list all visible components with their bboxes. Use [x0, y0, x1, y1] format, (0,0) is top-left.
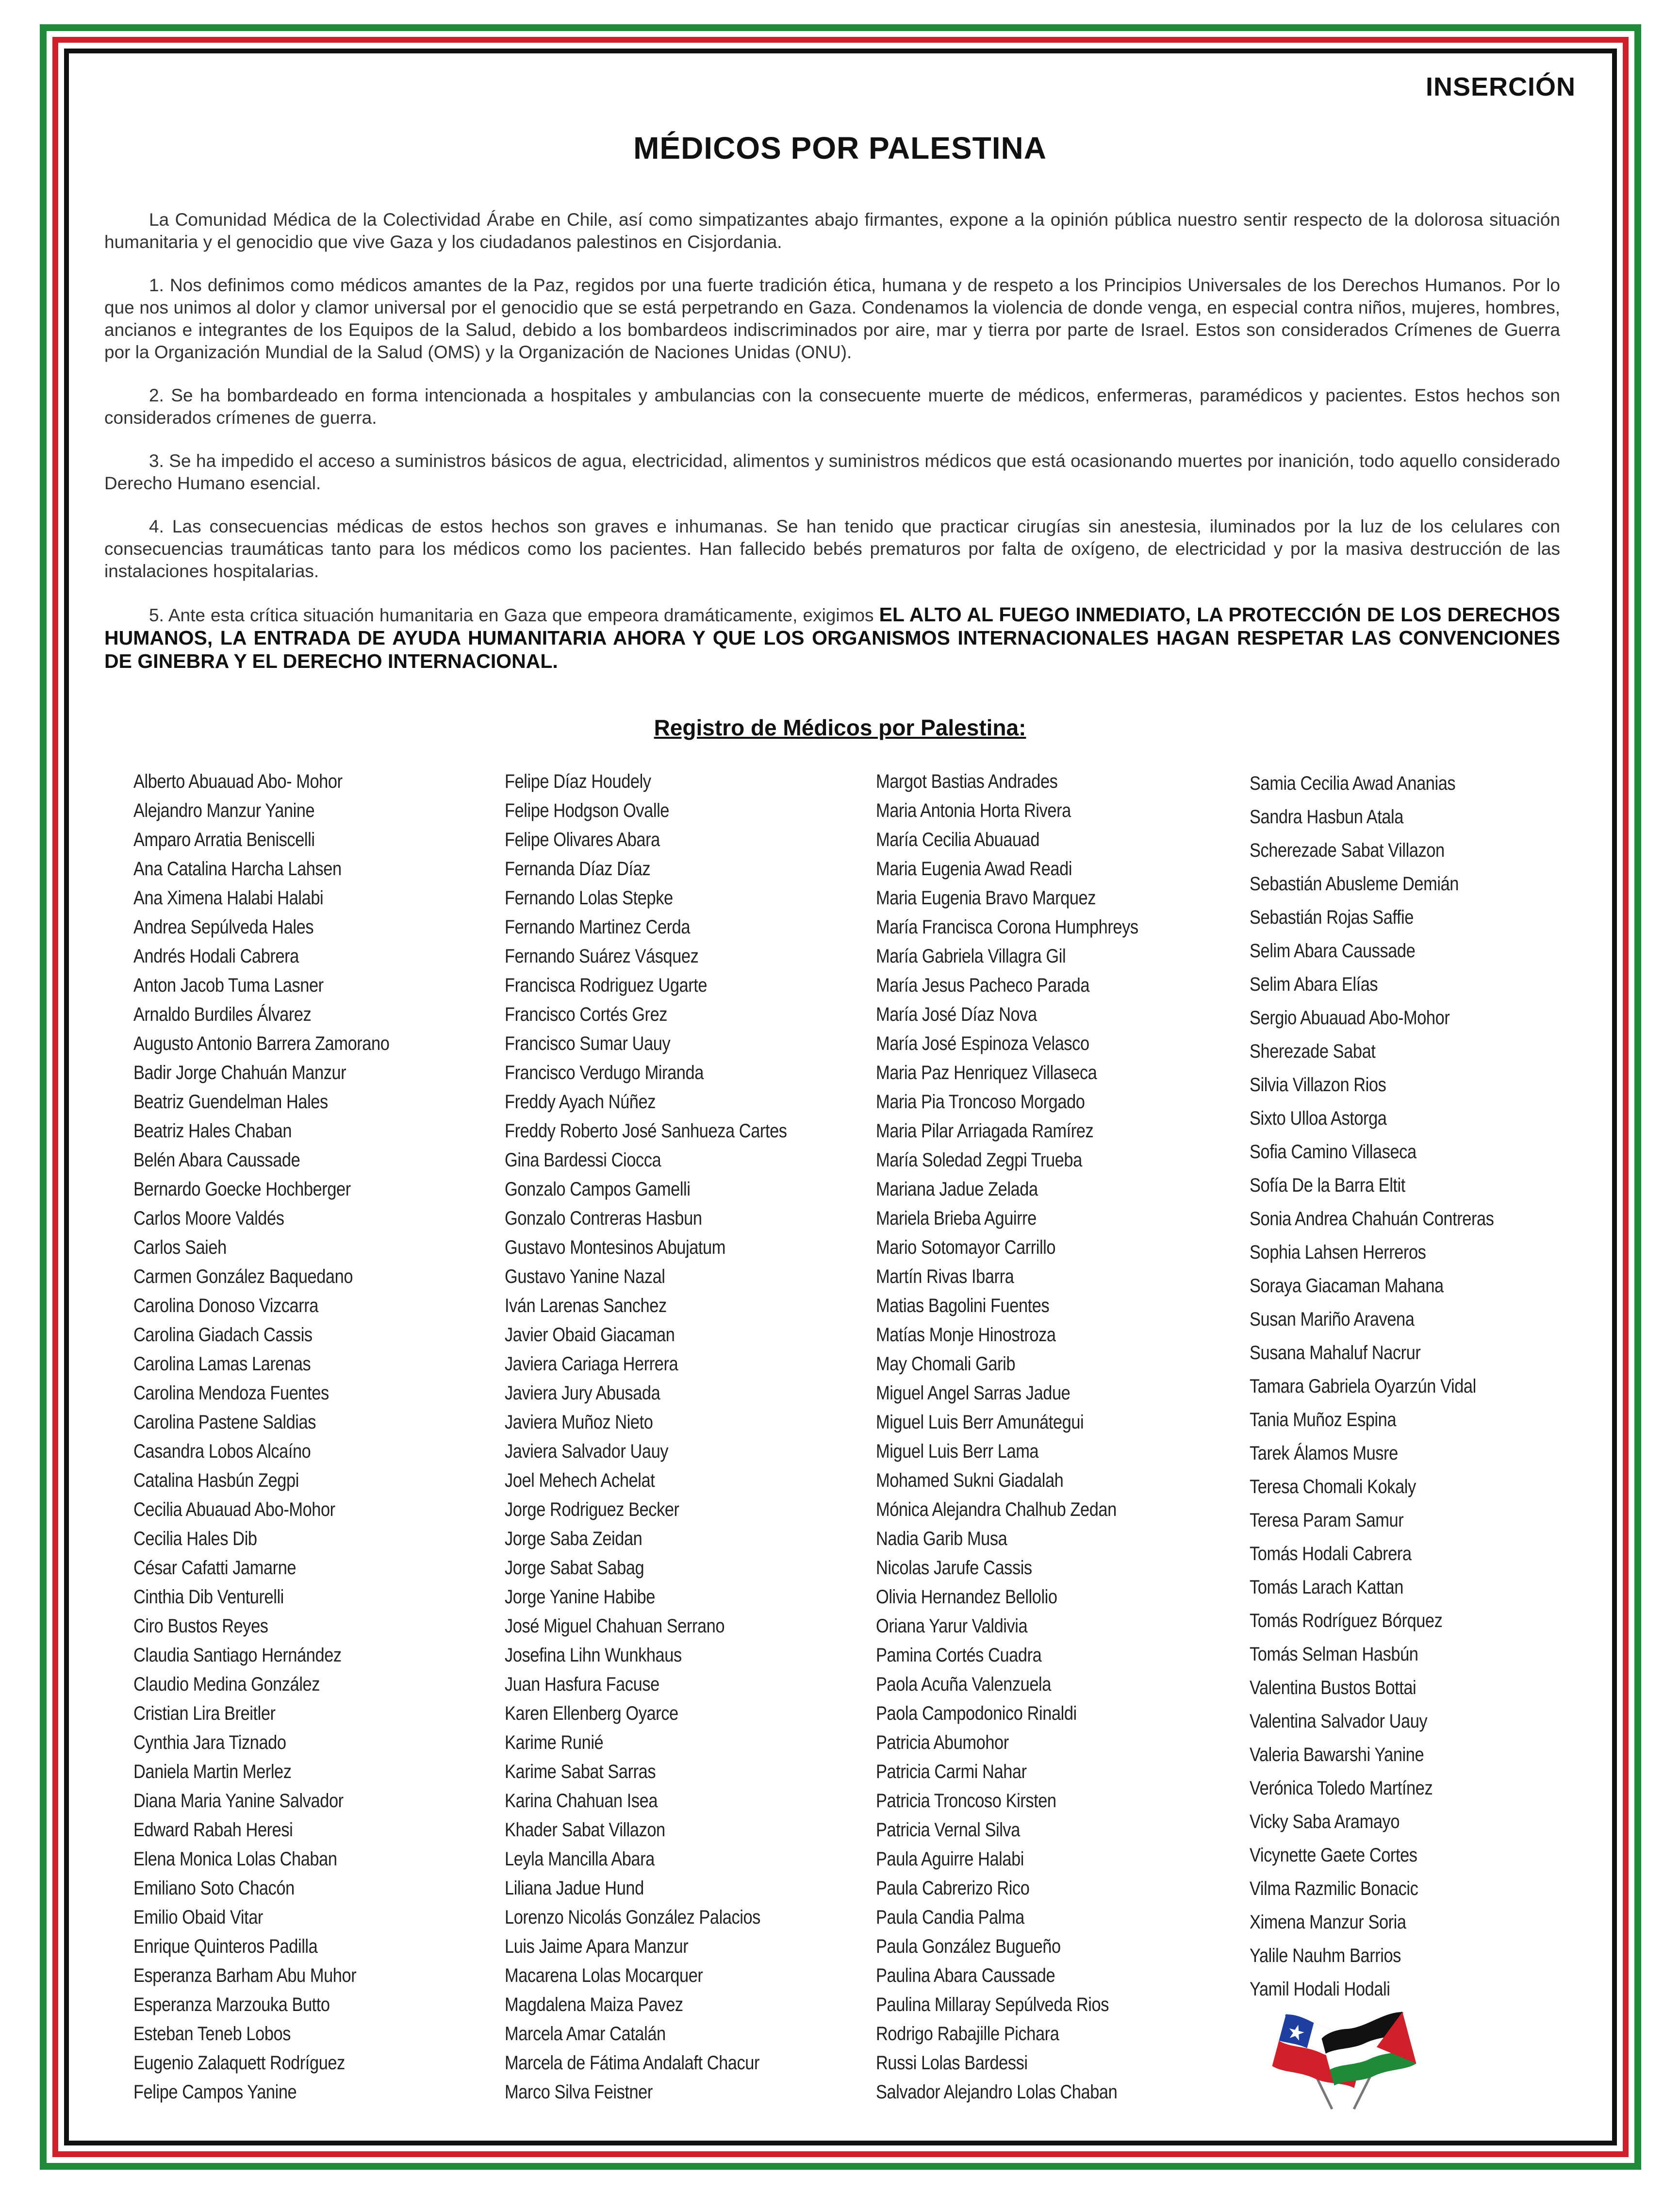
physician-name: Francisca Rodriguez Ugarte: [505, 975, 708, 996]
physician-name: José Miguel Chahuan Serrano: [505, 1615, 725, 1637]
physician-name: Patricia Abumohor: [876, 1732, 1009, 1753]
physician-name: María Francisca Corona Humphreys: [876, 916, 1138, 938]
physician-name: Sofia Camino Villaseca: [1250, 1141, 1416, 1163]
physician-name: Soraya Giacaman Mahana: [1250, 1275, 1444, 1296]
physician-name: Felipe Díaz Houdely: [505, 771, 651, 792]
physician-name: Salvador Alejandro Lolas Chaban: [876, 2081, 1118, 2103]
physician-name: Tomás Rodríguez Bórquez: [1250, 1610, 1443, 1631]
physician-name: Javiera Cariaga Herrera: [505, 1353, 678, 1375]
physician-name: Maria Eugenia Awad Readi: [876, 858, 1072, 880]
physician-name: Javier Obaid Giacaman: [505, 1324, 675, 1346]
physician-name: Esperanza Barham Abu Muhor: [133, 1965, 357, 1986]
physician-name: Maria Eugenia Bravo Marquez: [876, 887, 1096, 909]
statement-body: [104, 209, 1560, 694]
physician-name: Francisco Verdugo Miranda: [505, 1062, 704, 1083]
physician-name: Elena Monica Lolas Chaban: [133, 1848, 337, 1870]
physician-name: Gonzalo Campos Gamelli: [505, 1179, 691, 1200]
physician-name: Carlos Moore Valdés: [133, 1208, 284, 1229]
physician-name: Badir Jorge Chahuán Manzur: [133, 1062, 346, 1083]
physician-name: Javiera Salvador Uauy: [505, 1441, 669, 1462]
physician-name: Carolina Pastene Saldias: [133, 1412, 316, 1433]
physician-name: Tomás Hodali Cabrera: [1250, 1543, 1412, 1564]
physician-name: Sandra Hasbun Atala: [1250, 806, 1403, 828]
physician-name: Vicky Saba Aramayo: [1250, 1811, 1400, 1832]
physician-name: Paulina Abara Caussade: [876, 1965, 1055, 1986]
physician-name: Russi Lolas Bardessi: [876, 2052, 1028, 2074]
physician-name: Liliana Jadue Hund: [505, 1878, 644, 1899]
physician-name: Bernardo Goecke Hochberger: [133, 1179, 351, 1200]
physician-name: Karina Chahuan Isea: [505, 1790, 658, 1812]
physician-name: Augusto Antonio Barrera Zamorano: [133, 1033, 390, 1054]
physician-name: Ximena Manzur Soria: [1250, 1911, 1406, 1933]
physician-name: Maria Paz Henriquez Villaseca: [876, 1062, 1097, 1083]
physician-name: Martín Rivas Ibarra: [876, 1266, 1014, 1287]
physician-name: Patricia Troncoso Kirsten: [876, 1790, 1056, 1812]
physician-name: Sebastián Abusleme Demián: [1250, 873, 1459, 895]
physician-name: Tarek Álamos Musre: [1250, 1443, 1398, 1464]
physician-name: Francisco Sumar Uauy: [505, 1033, 671, 1054]
physician-name: Felipe Campos Yanine: [133, 2081, 297, 2103]
physician-name: Ana Catalina Harcha Lahsen: [133, 858, 342, 880]
physician-name: Marco Silva Feistner: [505, 2081, 653, 2103]
physician-name: Karime Sabat Sarras: [505, 1761, 656, 1782]
physician-name: Mariana Jadue Zelada: [876, 1179, 1038, 1200]
physician-name: Paola Campodonico Rinaldi: [876, 1703, 1077, 1724]
physician-name: Catalina Hasbún Zegpi: [133, 1470, 299, 1491]
physician-name: Teresa Chomali Kokaly: [1250, 1476, 1416, 1497]
physician-name: Pamina Cortés Cuadra: [876, 1645, 1042, 1666]
physician-name: Valentina Salvador Uauy: [1250, 1711, 1428, 1732]
physician-name: Sebastián Rojas Saffie: [1250, 907, 1414, 928]
physician-name: Yamil Hodali Hodali: [1250, 1978, 1390, 2000]
physician-name: Maria Pilar Arriagada Ramírez: [876, 1120, 1094, 1142]
physician-name: Jorge Sabat Sabag: [505, 1557, 644, 1579]
names-column-3: [876, 767, 1181, 2107]
physician-name: Mohamed Sukni Giadalah: [876, 1470, 1064, 1491]
physician-name: Francisco Cortés Grez: [505, 1004, 668, 1025]
physician-name: Verónica Toledo Martínez: [1250, 1778, 1433, 1799]
physician-name: May Chomali Garib: [876, 1353, 1016, 1375]
physician-name: Karime Runié: [505, 1732, 604, 1753]
physician-name: Rodrigo Rabajille Pichara: [876, 2023, 1059, 2044]
physician-name: Esperanza Marzouka Butto: [133, 1994, 330, 2015]
physician-name: Cynthia Jara Tiznado: [133, 1732, 286, 1753]
physician-name: Alberto Abuauad Abo- Mohor: [133, 771, 343, 792]
physician-name: María Cecilia Abuauad: [876, 829, 1040, 850]
physician-name: César Cafatti Jamarne: [133, 1557, 296, 1579]
physician-name: Oriana Yarur Valdivia: [876, 1615, 1028, 1637]
physician-name: Gustavo Yanine Nazal: [505, 1266, 665, 1287]
physician-name: Jorge Saba Zeidan: [505, 1528, 642, 1549]
physician-name: Paula González Bugueño: [876, 1936, 1061, 1957]
physician-name: Fernanda Díaz Díaz: [505, 858, 651, 880]
physician-name: Jorge Rodriguez Becker: [505, 1499, 679, 1520]
physician-name: Valeria Bawarshi Yanine: [1250, 1744, 1424, 1765]
physician-name: Cecilia Abuauad Abo-Mohor: [133, 1499, 335, 1520]
page-title: MÉDICOS POR PALESTINA: [633, 131, 1047, 166]
physician-name: Sofía De la Barra Eltit: [1250, 1175, 1405, 1196]
physician-name: Anton Jacob Tuma Lasner: [133, 975, 324, 996]
physician-name: Paula Aguirre Halabi: [876, 1848, 1024, 1870]
physician-name: Marcela Amar Catalán: [505, 2023, 666, 2044]
physician-name: Nicolas Jarufe Cassis: [876, 1557, 1032, 1579]
physician-name: Vicynette Gaete Cortes: [1250, 1845, 1417, 1866]
physician-name: María Jesus Pacheco Parada: [876, 975, 1090, 996]
physician-name: Beatriz Guendelman Hales: [133, 1091, 328, 1113]
physician-name: Felipe Olivares Abara: [505, 829, 660, 850]
physician-name: Tomás Larach Kattan: [1250, 1577, 1403, 1598]
physician-name: Claudio Medina González: [133, 1674, 320, 1695]
physician-name: Javiera Muñoz Nieto: [505, 1412, 653, 1433]
physician-name: Javiera Jury Abusada: [505, 1382, 660, 1404]
physician-name: Miguel Luis Berr Lama: [876, 1441, 1039, 1462]
paragraph-5-demands: EL ALTO AL FUEGO INMEDIATO, LA PROTECCIÓN DE LOS DERECHOS HUMANOS, LA ENTRADA DE AYUDA HUMANITARIA AHORA Y QUE LOS ORGANISMOS INTERNACIONALES HAGAN RESPETAR LAS CONVENCIONES DE GINEBRA Y EL DERECHO INTERNACIONAL.: [104, 603, 1560, 672]
paragraph-5-lead: 5. Ante esta crítica situación humanitaria en Gaza que empeora dramáticamente, exigimos: [149, 605, 879, 625]
physician-name: Sherezade Sabat: [1250, 1041, 1376, 1062]
physician-name: Gina Bardessi Ciocca: [505, 1149, 661, 1171]
physician-name: Fernando Lolas Stepke: [505, 887, 673, 909]
physician-name: Miguel Angel Sarras Jadue: [876, 1382, 1071, 1404]
physician-name: Selim Abara Caussade: [1250, 940, 1416, 962]
physician-name: Valentina Bustos Bottai: [1250, 1677, 1416, 1698]
physician-name: Mariela Brieba Aguirre: [876, 1208, 1037, 1229]
physician-name: Maria Pia Troncoso Morgado: [876, 1091, 1085, 1113]
physician-name: Leyla Mancilla Abara: [505, 1848, 655, 1870]
names-column-2: [505, 767, 833, 2107]
physician-name: Andrés Hodali Cabrera: [133, 946, 299, 967]
physician-name: Enrique Quinteros Padilla: [133, 1936, 318, 1957]
physician-name: Silvia Villazon Rios: [1250, 1074, 1386, 1096]
palestine-flag-icon: [1320, 2011, 1416, 2109]
paragraph-5: [104, 603, 1560, 673]
physician-name: Patricia Vernal Silva: [876, 1819, 1020, 1841]
physician-name: María Gabriela Villagra Gil: [876, 946, 1066, 967]
physician-name: Paula Candia Palma: [876, 1907, 1024, 1928]
physician-name: Casandra Lobos Alcaíno: [133, 1441, 311, 1462]
physician-name: Magdalena Maiza Pavez: [505, 1994, 683, 2015]
physician-name: Fernando Suárez Vásquez: [505, 946, 699, 967]
physician-name: Eugenio Zalaquett Rodríguez: [133, 2052, 345, 2074]
physician-name: Sergio Abuauad Abo-Mohor: [1250, 1007, 1450, 1029]
paragraph-3: 3. Se ha impedido el acceso a suministros básicos de agua, electricidad, alimentos y suministros médicos que está ocasionando muertes por inanición, todo aquello considerado Derecho Humano esencial.: [104, 451, 1560, 493]
physician-name: Margot Bastias Andrades: [876, 771, 1058, 792]
physician-name: Marcela de Fátima Andalaft Chacur: [505, 2052, 760, 2074]
physician-name: Belén Abara Caussade: [133, 1149, 300, 1171]
physician-name: Alejandro Manzur Yanine: [133, 800, 315, 821]
physician-name: Luis Jaime Apara Manzur: [505, 1936, 689, 1957]
physician-name: Ana Ximena Halabi Halabi: [133, 887, 324, 909]
physician-name: Lorenzo Nicolás González Palacios: [505, 1907, 760, 1928]
physician-name: Amparo Arratia Beniscelli: [133, 829, 315, 850]
physician-name: Edward Rabah Heresi: [133, 1819, 293, 1841]
physician-name: Carolina Donoso Vizcarra: [133, 1295, 319, 1316]
physician-name: Emilio Obaid Vitar: [133, 1907, 263, 1928]
intro-paragraph: La Comunidad Médica de la Colectividad Árabe en Chile, así como simpatizantes abajo firmantes, expone a la opinión pública nuestro sentir respecto de la dolorosa situación humanitaria y el genocidio que vive Gaza y los ciudadanos palestinos en Cisjordania.: [104, 210, 1560, 252]
physician-name: Josefina Lihn Wunkhaus: [505, 1645, 682, 1666]
physician-name: Mario Sotomayor Carrillo: [876, 1237, 1056, 1258]
paragraph-1: 1. Nos definimos como médicos amantes de la Paz, regidos por una fuerte tradición ética, humana y de respeto a los Principios Universales de los Derechos Humanos. Por lo que nos unimos al dolor y clamor universal por el genocidio que se está perpetrando en Gaza. Condenamos la violencia de donde venga, en especial contra niños, mujeres, hombres, ancianos e integrantes de los Equipos de la Salud, debido a los bombardeos indiscriminados por aire, mar y tierra por parte de Israel. Estos son considerados Crímenes de Guerra por la Organización Mundial de la Salud (OMS) y la Organización de Naciones Unidas (ONU).: [104, 275, 1560, 362]
paragraph-2: 2. Se ha bombardeado en forma intencionada a hospitales y ambulancias con la consecuente muerte de médicos, enfermeras, paramédicos y pacientes. Estos hechos son considerados crímenes de guerra.: [104, 385, 1560, 428]
physician-name: Fernando Martinez Cerda: [505, 916, 691, 938]
physician-name: Carolina Lamas Larenas: [133, 1353, 311, 1375]
physician-name: Yalile Nauhm Barrios: [1250, 1945, 1401, 1966]
names-column-1: [133, 767, 431, 2107]
physician-name: Mónica Alejandra Chalhub Zedan: [876, 1499, 1117, 1520]
physician-name: Andrea Sepúlveda Hales: [133, 916, 314, 938]
physician-name: Maria Antonia Horta Rivera: [876, 800, 1071, 821]
physician-name: Beatriz Hales Chaban: [133, 1120, 292, 1142]
physician-name: Carmen González Baquedano: [133, 1266, 353, 1287]
physician-name: Patricia Carmi Nahar: [876, 1761, 1027, 1782]
physician-name: Daniela Martin Merlez: [133, 1761, 292, 1782]
physician-name: Emiliano Soto Chacón: [133, 1878, 295, 1899]
physician-name: Matías Monje Hinostroza: [876, 1324, 1056, 1346]
physician-name: María Soledad Zegpi Trueba: [876, 1149, 1082, 1171]
physician-name: Miguel Luis Berr Amunátegui: [876, 1412, 1084, 1433]
physician-name: Sophia Lahsen Herreros: [1250, 1242, 1426, 1263]
physician-name: Paulina Millaray Sepúlveda Rios: [876, 1994, 1109, 2015]
physician-name: Felipe Hodgson Ovalle: [505, 800, 669, 821]
physician-name: Tania Muñoz Espina: [1250, 1409, 1397, 1430]
physician-name: Samia Cecilia Awad Ananias: [1250, 773, 1456, 794]
physician-name: Karen Ellenberg Oyarce: [505, 1703, 678, 1724]
physician-name: Cristian Lira Breitler: [133, 1703, 276, 1724]
physician-name: Selim Abara Elías: [1250, 974, 1378, 995]
physician-name: Olivia Hernandez Bellolio: [876, 1586, 1057, 1608]
physician-name: Paula Cabrerizo Rico: [876, 1878, 1030, 1899]
physician-name: Diana Maria Yanine Salvador: [133, 1790, 344, 1812]
physician-name: Matias Bagolini Fuentes: [876, 1295, 1050, 1316]
physician-name: Carlos Saieh: [133, 1237, 227, 1258]
physician-name: Cinthia Dib Venturelli: [133, 1586, 284, 1608]
physician-name: Paola Acuña Valenzuela: [876, 1674, 1051, 1695]
physician-name: Sixto Ulloa Astorga: [1250, 1108, 1387, 1129]
crossed-flags: [1242, 2000, 1446, 2111]
physician-name: María José Díaz Nova: [876, 1004, 1037, 1025]
physician-name: Tamara Gabriela Oyarzún Vidal: [1250, 1376, 1476, 1397]
physician-name: Sonia Andrea Chahuán Contreras: [1250, 1208, 1494, 1230]
physician-name: Macarena Lolas Mocarquer: [505, 1965, 703, 1986]
physician-name: Susana Mahaluf Nacrur: [1250, 1342, 1421, 1363]
physician-name: Carolina Giadach Cassis: [133, 1324, 313, 1346]
physician-name: Scherezade Sabat Villazon: [1250, 840, 1445, 861]
physician-name: Carolina Mendoza Fuentes: [133, 1382, 329, 1404]
physician-name: María José Espinoza Velasco: [876, 1033, 1089, 1054]
physician-name: Joel Mehech Achelat: [505, 1470, 655, 1491]
physician-name: Freddy Roberto José Sanhueza Cartes: [505, 1120, 787, 1142]
physician-name: Claudia Santiago Hernández: [133, 1645, 342, 1666]
insercion-label: INSERCIÓN: [1425, 72, 1576, 101]
physician-name: Freddy Ayach Núñez: [505, 1091, 656, 1113]
physician-name: Teresa Param Samur: [1250, 1510, 1404, 1531]
names-column-4: [1250, 767, 1533, 2006]
physician-name: Esteban Teneb Lobos: [133, 2023, 291, 2044]
physician-name: Iván Larenas Sanchez: [505, 1295, 667, 1316]
physician-name: Vilma Razmilic Bonacic: [1250, 1878, 1418, 1899]
physician-name: Ciro Bustos Reyes: [133, 1615, 268, 1637]
physician-name: Gustavo Montesinos Abujatum: [505, 1237, 725, 1258]
physician-name: Juan Hasfura Facuse: [505, 1674, 659, 1695]
physician-name: Cecilia Hales Dib: [133, 1528, 257, 1549]
physician-name: Jorge Yanine Habibe: [505, 1586, 655, 1608]
physician-name: Arnaldo Burdiles Álvarez: [133, 1004, 312, 1025]
physician-name: Gonzalo Contreras Hasbun: [505, 1208, 702, 1229]
physician-name: Khader Sabat Villazon: [505, 1819, 665, 1841]
physician-name: Nadia Garib Musa: [876, 1528, 1007, 1549]
physician-name: Tomás Selman Hasbún: [1250, 1644, 1418, 1665]
physician-name: Susan Mariño Aravena: [1250, 1309, 1415, 1330]
paragraph-4: 4. Las consecuencias médicas de estos hechos son graves e inhumanas. Se han tenido que practicar cirugías sin anestesia, iluminados por la luz de los celulares con consecuencias traumáticas tanto para los médicos como los pacientes. Han fallecido bebés prematuros por falta de oxígeno, de electricidad y por la masiva destrucción de las instalaciones hospitalarias.: [104, 516, 1560, 581]
registry-heading: Registro de Médicos por Palestina:: [654, 715, 1026, 740]
